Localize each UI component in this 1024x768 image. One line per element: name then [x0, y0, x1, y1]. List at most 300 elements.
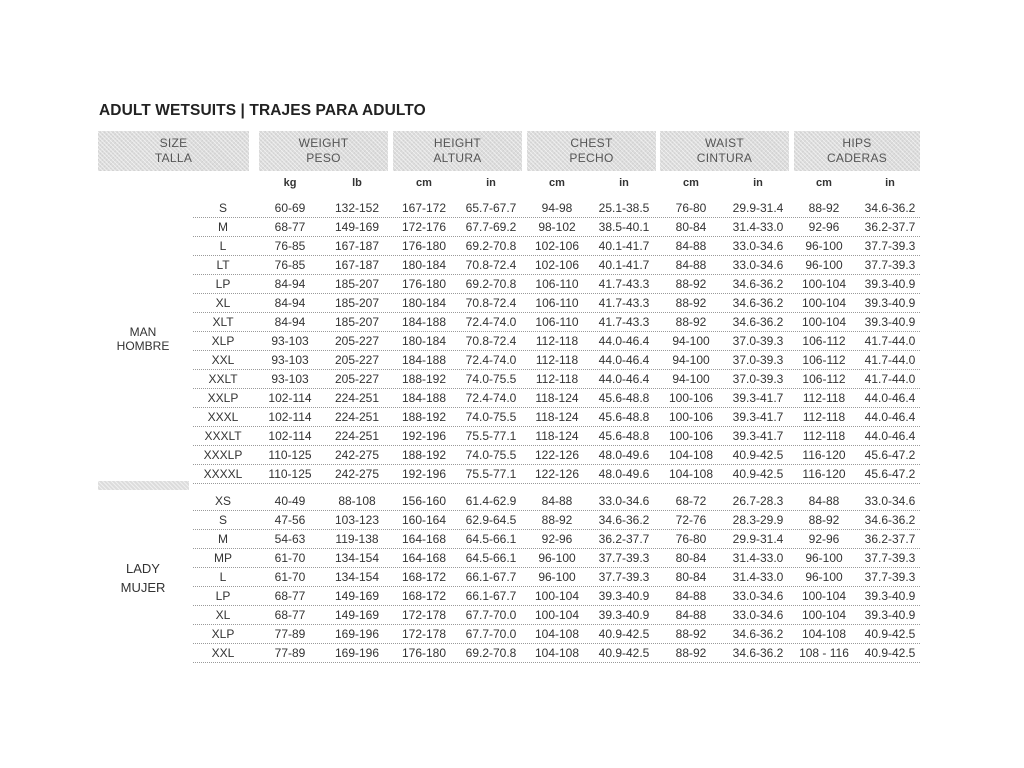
size-cell: XLP [211, 334, 235, 348]
value-cell: 77-89 [274, 627, 306, 641]
value-cell: 34.6-36.2 [732, 315, 784, 329]
value-cell: 103-123 [334, 513, 380, 527]
value-cell: 74.0-75.5 [465, 448, 517, 462]
unit-label: kg [283, 177, 297, 189]
value-cell: 167-187 [334, 258, 380, 272]
value-cell: 29.9-31.4 [732, 532, 784, 546]
value-cell: 37.7-39.3 [864, 551, 916, 565]
value-cell: 168-172 [401, 570, 447, 584]
value-cell: 184-188 [401, 391, 447, 405]
value-cell: 26.7-28.3 [732, 494, 784, 508]
header-hips-en: HIPS [842, 136, 872, 150]
value-cell: 84-94 [274, 296, 306, 310]
value-cell: 100-104 [534, 589, 580, 603]
value-cell: 93-103 [271, 353, 309, 367]
value-cell: 72.4-74.0 [465, 391, 517, 405]
value-cell: 41.7-44.0 [864, 334, 916, 348]
value-cell: 64.5-66.1 [465, 551, 517, 565]
value-cell: 48.0-49.6 [598, 467, 650, 481]
value-cell: 37.7-39.3 [864, 239, 916, 253]
unit-label: in [486, 177, 496, 189]
value-cell: 39.3-40.9 [598, 589, 650, 603]
header-size [98, 131, 249, 171]
value-cell: 242-275 [334, 467, 380, 481]
value-cell: 88-92 [675, 296, 707, 310]
value-cell: 68-72 [675, 494, 707, 508]
value-cell: 84-88 [808, 494, 840, 508]
value-cell: 172-178 [401, 608, 447, 622]
value-cell: 116-120 [802, 448, 846, 462]
header-waist-en: WAIST [704, 136, 745, 150]
value-cell: 106-112 [802, 334, 846, 348]
value-cell: 188-192 [401, 372, 447, 386]
table-row [193, 567, 920, 587]
value-cell: 72.4-74.0 [465, 315, 517, 329]
value-cell: 164-168 [401, 532, 447, 546]
value-cell: 112-118 [802, 391, 846, 405]
size-cell: M [218, 220, 228, 234]
value-cell: 36.2-37.7 [864, 220, 916, 234]
value-cell: 119-138 [335, 532, 379, 546]
table-row [193, 388, 920, 408]
group-separator [98, 481, 189, 490]
value-cell: 76-80 [675, 201, 707, 215]
value-cell: 75.5-77.1 [465, 467, 517, 481]
header-hips-es: CADERAS [826, 151, 888, 165]
value-cell: 37.0-39.3 [732, 372, 784, 386]
value-cell: 116-120 [802, 467, 846, 481]
value-cell: 88-92 [541, 513, 573, 527]
table-row [193, 464, 920, 484]
value-cell: 100-104 [534, 608, 580, 622]
value-cell: 176-180 [401, 646, 447, 660]
value-cell: 69.2-70.8 [465, 646, 517, 660]
value-cell: 98-102 [538, 220, 576, 234]
value-cell: 106-110 [535, 296, 579, 310]
size-cell: XXL [211, 353, 235, 367]
value-cell: 88-92 [675, 315, 707, 329]
table-row [193, 331, 920, 351]
value-cell: 40.9-42.5 [598, 627, 650, 641]
value-cell: 64.5-66.1 [465, 532, 517, 546]
value-cell: 80-84 [675, 551, 707, 565]
table-row [193, 491, 920, 511]
size-cell: M [218, 532, 228, 546]
value-cell: 29.9-31.4 [732, 201, 784, 215]
size-cell: XL [215, 608, 231, 622]
value-cell: 44.0-46.4 [864, 391, 916, 405]
size-cell: XXXXL [203, 467, 243, 481]
value-cell: 31.4-33.0 [732, 570, 784, 584]
header-weight-es: PESO [306, 151, 341, 165]
unit-label: in [619, 177, 629, 189]
group-label-en: MAN [129, 325, 157, 339]
size-cell: XLT [212, 315, 234, 329]
header-weight-en: WEIGHT [298, 136, 349, 150]
value-cell: 88-92 [675, 277, 707, 291]
value-cell: 61.4-62.9 [465, 494, 517, 508]
value-cell: 167-187 [334, 239, 380, 253]
value-cell: 34.6-36.2 [598, 513, 650, 527]
value-cell: 100-104 [801, 296, 847, 310]
size-cell: XLP [211, 627, 235, 641]
value-cell: 102-106 [534, 239, 580, 253]
value-cell: 44.0-46.4 [864, 429, 916, 443]
value-cell: 31.4-33.0 [732, 220, 784, 234]
value-cell: 192-196 [401, 429, 447, 443]
value-cell: 41.7-43.3 [598, 315, 650, 329]
value-cell: 94-98 [541, 201, 573, 215]
value-cell: 33.0-34.6 [864, 494, 916, 508]
value-cell: 167-172 [401, 201, 447, 215]
value-cell: 54-63 [274, 532, 306, 546]
value-cell: 94-100 [672, 353, 710, 367]
value-cell: 184-188 [401, 353, 447, 367]
value-cell: 47-56 [274, 513, 306, 527]
header-height-en: HEIGHT [433, 136, 482, 150]
table-row [193, 586, 920, 606]
value-cell: 84-88 [675, 239, 707, 253]
value-cell: 37.7-39.3 [598, 551, 650, 565]
value-cell: 100-104 [801, 589, 847, 603]
value-cell: 36.2-37.7 [598, 532, 650, 546]
value-cell: 172-176 [401, 220, 447, 234]
value-cell: 118-124 [535, 410, 579, 424]
value-cell: 48.0-49.6 [598, 448, 650, 462]
size-cell: XS [214, 494, 231, 508]
value-cell: 96-100 [805, 570, 843, 584]
value-cell: 118-124 [535, 391, 579, 405]
value-cell: 28.3-29.9 [732, 513, 784, 527]
value-cell: 110-125 [268, 448, 312, 462]
table-row [193, 510, 920, 530]
header-waist [660, 131, 789, 171]
value-cell: 40.9-42.5 [732, 448, 784, 462]
value-cell: 45.6-48.8 [598, 391, 650, 405]
value-cell: 45.6-47.2 [864, 448, 916, 462]
size-cell: L [219, 570, 227, 584]
table-row [193, 548, 920, 568]
value-cell: 180-184 [401, 258, 447, 272]
table-row [193, 198, 920, 218]
value-cell: 169-196 [334, 627, 380, 641]
value-cell: 122-126 [534, 467, 580, 481]
value-cell: 74.0-75.5 [465, 410, 517, 424]
value-cell: 84-88 [675, 589, 707, 603]
value-cell: 40.9-42.5 [598, 646, 650, 660]
value-cell: 205-227 [334, 353, 380, 367]
value-cell: 224-251 [334, 391, 380, 405]
value-cell: 104-108 [668, 448, 714, 462]
value-cell: 60-69 [274, 201, 306, 215]
value-cell: 40-49 [274, 494, 306, 508]
value-cell: 68-77 [274, 608, 306, 622]
value-cell: 34.6-36.2 [864, 201, 916, 215]
header-chest-es: PECHO [569, 151, 614, 165]
value-cell: 33.0-34.6 [732, 239, 784, 253]
value-cell: 38.5-40.1 [598, 220, 650, 234]
value-cell: 184-188 [401, 315, 447, 329]
size-cell: XL [215, 296, 231, 310]
value-cell: 67.7-70.0 [465, 608, 517, 622]
value-cell: 112-118 [535, 353, 579, 367]
value-cell: 96-100 [805, 258, 843, 272]
value-cell: 112-118 [802, 429, 846, 443]
size-cell: LP [215, 277, 231, 291]
value-cell: 72.4-74.0 [465, 353, 517, 367]
value-cell: 68-77 [274, 220, 306, 234]
header-chest-en: CHEST [570, 136, 613, 150]
header-height-es: ALTURA [433, 151, 482, 165]
value-cell: 80-84 [675, 220, 707, 234]
size-cell: XXXLT [204, 429, 242, 443]
value-cell: 37.7-39.3 [864, 258, 916, 272]
value-cell: 164-168 [401, 551, 447, 565]
value-cell: 188-192 [401, 410, 447, 424]
value-cell: 100-106 [668, 410, 714, 424]
size-cell: XXL [211, 646, 235, 660]
value-cell: 66.1-67.7 [465, 570, 517, 584]
value-cell: 168-172 [401, 589, 447, 603]
value-cell: 37.7-39.3 [864, 570, 916, 584]
table-row [193, 605, 920, 625]
value-cell: 180-184 [401, 296, 447, 310]
value-cell: 112-118 [535, 372, 579, 386]
value-cell: 176-180 [401, 239, 447, 253]
value-cell: 88-92 [675, 627, 707, 641]
value-cell: 84-88 [675, 608, 707, 622]
size-cell: LP [215, 589, 231, 603]
value-cell: 104-108 [534, 627, 580, 641]
value-cell: 75.5-77.1 [465, 429, 517, 443]
value-cell: 100-104 [801, 315, 847, 329]
value-cell: 76-85 [274, 239, 306, 253]
table-row [193, 350, 920, 370]
value-cell: 39.3-40.9 [864, 296, 916, 310]
value-cell: 41.7-44.0 [864, 353, 916, 367]
value-cell: 100-104 [801, 277, 847, 291]
value-cell: 93-103 [271, 334, 309, 348]
header-weight [259, 131, 388, 171]
value-cell: 68-77 [274, 589, 306, 603]
value-cell: 70.8-72.4 [465, 258, 517, 272]
value-cell: 88-92 [808, 513, 840, 527]
value-cell: 40.9-42.5 [732, 467, 784, 481]
value-cell: 118-124 [535, 429, 579, 443]
value-cell: 44.0-46.4 [864, 410, 916, 424]
table-row [193, 312, 920, 332]
unit-label: cm [816, 177, 832, 189]
table-row [193, 274, 920, 294]
table-row [193, 445, 920, 465]
group-label-en: LADY [126, 561, 160, 576]
value-cell: 94-100 [672, 334, 710, 348]
value-cell: 106-112 [802, 353, 846, 367]
value-cell: 185-207 [334, 296, 380, 310]
value-cell: 45.6-47.2 [864, 467, 916, 481]
unit-label: in [753, 177, 763, 189]
size-cell: L [219, 239, 227, 253]
value-cell: 88-92 [808, 201, 840, 215]
value-cell: 160-164 [401, 513, 447, 527]
value-cell: 96-100 [805, 551, 843, 565]
table-row [193, 236, 920, 256]
value-cell: 188-192 [401, 448, 447, 462]
unit-label: in [885, 177, 895, 189]
table-row [193, 255, 920, 275]
value-cell: 93-103 [271, 372, 309, 386]
value-cell: 74.0-75.5 [465, 372, 517, 386]
value-cell: 102-114 [268, 410, 312, 424]
value-cell: 44.0-46.4 [598, 372, 650, 386]
value-cell: 66.1-67.7 [465, 589, 517, 603]
value-cell: 67.7-69.2 [465, 220, 517, 234]
value-cell: 108 - 116 [799, 646, 849, 660]
value-cell: 156-160 [401, 494, 447, 508]
value-cell: 100-104 [801, 608, 847, 622]
value-cell: 172-178 [401, 627, 447, 641]
value-cell: 88-92 [675, 646, 707, 660]
value-cell: 104-108 [534, 646, 580, 660]
size-cell: MP [214, 551, 232, 565]
value-cell: 39.3-40.9 [864, 315, 916, 329]
value-cell: 149-169 [334, 589, 380, 603]
table-row [193, 643, 920, 663]
value-cell: 76-85 [274, 258, 306, 272]
value-cell: 102-114 [268, 391, 312, 405]
value-cell: 185-207 [334, 277, 380, 291]
group-label-man [98, 325, 188, 353]
unit-label: cm [549, 177, 565, 189]
value-cell: 69.2-70.8 [465, 277, 517, 291]
value-cell: 84-88 [541, 494, 573, 508]
value-cell: 134-154 [334, 551, 380, 565]
value-cell: 100-106 [668, 391, 714, 405]
value-cell: 224-251 [334, 410, 380, 424]
value-cell: 104-108 [668, 467, 714, 481]
table-row [193, 624, 920, 644]
unit-label: cm [683, 177, 699, 189]
value-cell: 39.3-40.9 [598, 608, 650, 622]
value-cell: 100-106 [668, 429, 714, 443]
value-cell: 33.0-34.6 [732, 589, 784, 603]
value-cell: 112-118 [802, 410, 846, 424]
value-cell: 224-251 [334, 429, 380, 443]
value-cell: 31.4-33.0 [732, 551, 784, 565]
value-cell: 37.7-39.3 [598, 570, 650, 584]
value-cell: 122-126 [534, 448, 580, 462]
header-waist-es: CINTURA [696, 151, 753, 165]
value-cell: 36.2-37.7 [864, 532, 916, 546]
value-cell: 102-106 [534, 258, 580, 272]
header-height [393, 131, 522, 171]
value-cell: 104-108 [801, 627, 847, 641]
size-cell: XXXL [207, 410, 239, 424]
value-cell: 92-96 [808, 220, 840, 234]
table-row [193, 426, 920, 446]
value-cell: 94-100 [672, 372, 710, 386]
value-cell: 84-88 [675, 258, 707, 272]
unit-label: cm [416, 177, 432, 189]
table-row [193, 529, 920, 549]
value-cell: 39.3-41.7 [732, 429, 784, 443]
table-row [193, 293, 920, 313]
value-cell: 72-76 [675, 513, 707, 527]
value-cell: 40.9-42.5 [864, 646, 916, 660]
value-cell: 34.6-36.2 [864, 513, 916, 527]
value-cell: 96-100 [805, 239, 843, 253]
value-cell: 70.8-72.4 [465, 296, 517, 310]
value-cell: 192-196 [401, 467, 447, 481]
value-cell: 34.6-36.2 [732, 277, 784, 291]
value-cell: 61-70 [274, 551, 306, 565]
value-cell: 132-152 [334, 201, 380, 215]
value-cell: 149-169 [334, 608, 380, 622]
value-cell: 92-96 [541, 532, 573, 546]
value-cell: 106-112 [802, 372, 846, 386]
size-cell: LT [216, 258, 230, 272]
value-cell: 70.8-72.4 [465, 334, 517, 348]
table-row [193, 217, 920, 237]
value-cell: 185-207 [334, 315, 380, 329]
value-cell: 110-125 [268, 467, 312, 481]
value-cell: 34.6-36.2 [732, 627, 784, 641]
size-cell: XXLP [207, 391, 239, 405]
value-cell: 61-70 [274, 570, 306, 584]
value-cell: 44.0-46.4 [598, 334, 650, 348]
value-cell: 62.9-64.5 [465, 513, 517, 527]
value-cell: 84-94 [274, 277, 306, 291]
value-cell: 39.3-40.9 [864, 589, 916, 603]
header-hips [794, 131, 920, 171]
group-label-es: HOMBRE [116, 339, 170, 353]
value-cell: 112-118 [535, 334, 579, 348]
value-cell: 45.6-48.8 [598, 429, 650, 443]
value-cell: 92-96 [808, 532, 840, 546]
table-row [193, 369, 920, 389]
value-cell: 106-110 [535, 277, 579, 291]
value-cell: 39.3-40.9 [864, 277, 916, 291]
value-cell: 84-94 [274, 315, 306, 329]
header-size-es: TALLA [154, 151, 193, 165]
value-cell: 34.6-36.2 [732, 646, 784, 660]
group-label-lady [98, 559, 188, 597]
value-cell: 96-100 [538, 551, 576, 565]
value-cell: 41.7-43.3 [598, 296, 650, 310]
value-cell: 33.0-34.6 [732, 258, 784, 272]
size-cell: S [218, 513, 227, 527]
value-cell: 34.6-36.2 [732, 296, 784, 310]
value-cell: 77-89 [274, 646, 306, 660]
size-cell: S [218, 201, 227, 215]
value-cell: 39.3-40.9 [864, 608, 916, 622]
unit-label: lb [352, 177, 362, 189]
page-title: ADULT WETSUITS | TRAJES PARA ADULTO [99, 102, 426, 119]
value-cell: 39.3-41.7 [732, 391, 784, 405]
value-cell: 180-184 [401, 334, 447, 348]
value-cell: 134-154 [334, 570, 380, 584]
value-cell: 39.3-41.7 [732, 410, 784, 424]
group-label-es: MUJER [120, 580, 166, 595]
value-cell: 96-100 [538, 570, 576, 584]
value-cell: 40.1-41.7 [598, 258, 650, 272]
value-cell: 102-114 [268, 429, 312, 443]
table-row [193, 407, 920, 427]
value-cell: 88-108 [338, 494, 376, 508]
size-cell: XXXLP [203, 448, 243, 462]
value-cell: 67.7-70.0 [465, 627, 517, 641]
value-cell: 149-169 [334, 220, 380, 234]
